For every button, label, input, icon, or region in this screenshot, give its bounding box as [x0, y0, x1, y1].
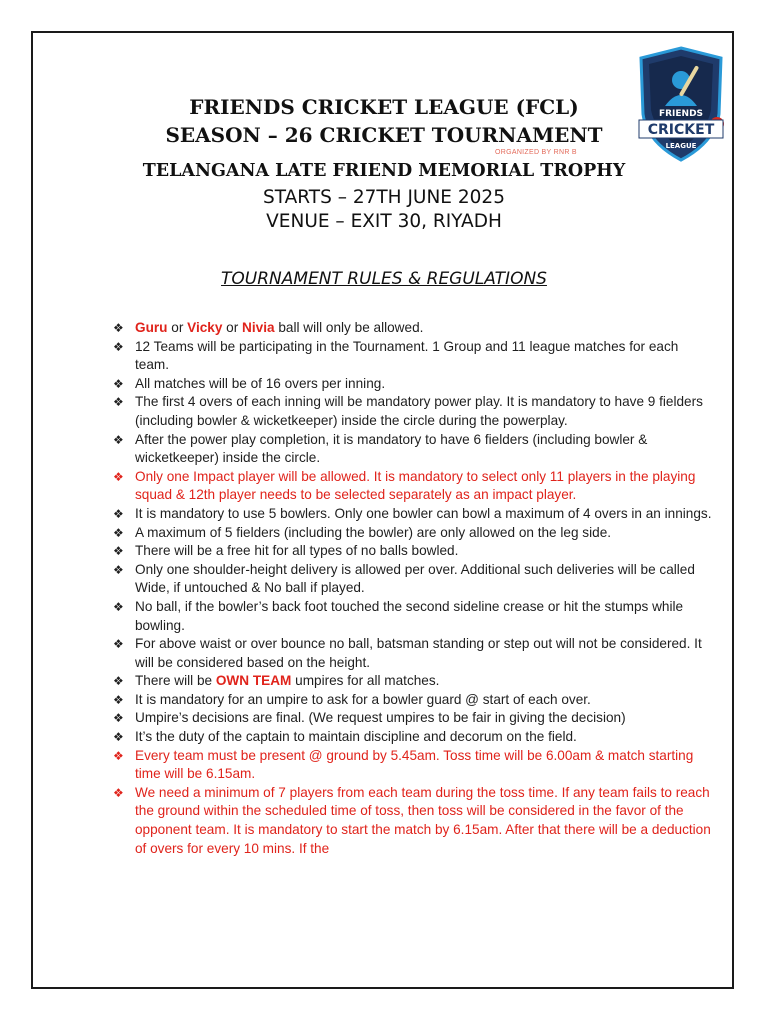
rule-text: There will be [135, 673, 216, 689]
rule-item [113, 709, 713, 728]
rule-text: Every team must be present @ ground by 5.45am. Toss time will be 6.00am & match starting time will be 6.15am. [135, 747, 694, 782]
rule-text: We need a minimum of 7 players from each team during the toss time. If any team fails to reach the ground within the scheduled time of toss, then toss will be considered in the favor of the opponent team. It is mandatory to start the match by 6.15am. After that there will be a deduction of overs for every 10 mins. If the [135, 784, 711, 856]
rule-text: After the power play completion, it is mandatory to have 6 fielders (including bowler & wicketkeeper) inside the circle. [135, 431, 648, 466]
rule-text: It’s the duty of the captain to maintain discipline and decorum on the field. [135, 729, 577, 745]
diamond-bullet-icon: ❖ [113, 599, 124, 614]
logo-bottom-text: LEAGUE [665, 142, 697, 150]
logo-top-text: FRIENDS [658, 109, 704, 119]
diamond-bullet-icon: ❖ [113, 748, 124, 763]
rule-item [113, 505, 713, 524]
diamond-bullet-icon: ❖ [113, 637, 124, 652]
rule-item [113, 635, 713, 672]
diamond-bullet-icon: ❖ [113, 395, 124, 410]
document-page [31, 31, 734, 989]
rule-item [113, 393, 713, 430]
diamond-bullet-icon: ❖ [113, 711, 124, 726]
rule-text: ball will only be allowed. [274, 320, 424, 335]
header-start-date: STARTS – 27TH JUNE 2025 [263, 187, 505, 208]
organizer-text: ORGANIZED BY RNR B [495, 149, 577, 156]
rules-list [113, 319, 713, 858]
rule-text: No ball, if the bowler’s back foot touched the second sideline crease or hit the stumps while bowling. [135, 598, 684, 633]
diamond-bullet-icon: ❖ [113, 674, 124, 689]
rule-text: All matches will be of 16 overs per inning. [135, 375, 386, 391]
diamond-bullet-icon: ❖ [113, 321, 124, 335]
rule-highlight: Nivia [242, 320, 275, 335]
rule-item [113, 542, 713, 561]
rule-highlight: Guru [135, 320, 168, 335]
rule-text: A maximum of 5 fielders (including the bowler) are only allowed on the leg side. [135, 524, 612, 540]
rule-item [113, 319, 713, 338]
header-league-name: FRIENDS CRICKET LEAGUE (FCL) [189, 95, 579, 119]
rule-text: or [222, 320, 243, 335]
rule-text: Only one Impact player will be allowed. It is mandatory to select only 11 players in the playing squad & 12th player needs to be selected separately as an impact player. [135, 468, 696, 503]
header-venue: VENUE – EXIT 30, RIYADH [266, 211, 502, 232]
rule-text: Umpire’s decisions are final. (We request umpires to be fair in giving the decision) [135, 710, 626, 726]
rule-item [113, 524, 713, 543]
diamond-bullet-icon: ❖ [113, 432, 124, 447]
rule-item [113, 468, 713, 505]
rule-item [113, 784, 713, 858]
rule-text: For above waist or over bounce no ball, batsman standing or step out will not be considered. It will be considered based on the height. [135, 636, 702, 670]
rule-item [113, 728, 713, 747]
rules-heading: TOURNAMENT RULES & REGULATIONS [221, 269, 547, 289]
diamond-bullet-icon: ❖ [113, 469, 124, 484]
rule-text: 12 Teams will be participating in the Tournament. 1 Group and 11 league matches for each team. [135, 338, 679, 373]
rule-item [113, 672, 713, 691]
header-trophy: TELANGANA LATE FRIEND MEMORIAL TROPHY [142, 161, 626, 181]
diamond-bullet-icon: ❖ [113, 339, 124, 354]
rule-text: There will be a free hit for all types of no balls bowled. [135, 543, 459, 559]
rule-text: Only one shoulder-height delivery is allowed per over. Additional such deliveries will be called Wide, if untouched & No ball if played. [135, 561, 695, 596]
rule-highlight: OWN TEAM [215, 673, 292, 689]
diamond-bullet-icon: ❖ [113, 506, 124, 521]
rule-item [113, 561, 713, 598]
logo-main-text: CRICKET [647, 122, 715, 138]
rule-item [113, 747, 713, 784]
rule-text: It is mandatory to use 5 bowlers. Only one bowler can bowl a maximum of 4 overs in an innings. [135, 505, 712, 521]
rule-text: or [167, 320, 188, 335]
rule-item [113, 691, 713, 710]
rule-text: umpires for all matches. [291, 673, 440, 689]
header-season: SEASON – 26 CRICKET TOURNAMENT [165, 123, 603, 147]
rule-item [113, 338, 713, 375]
diamond-bullet-icon: ❖ [113, 692, 124, 707]
rule-text: It is mandatory for an umpire to ask for a bowler guard @ start of each over. [135, 691, 591, 707]
rule-item [113, 431, 713, 468]
diamond-bullet-icon: ❖ [113, 562, 124, 577]
diamond-bullet-icon: ❖ [113, 376, 124, 391]
diamond-bullet-icon: ❖ [113, 544, 124, 559]
rule-item [113, 598, 713, 635]
rule-highlight: Vicky [187, 320, 223, 335]
diamond-bullet-icon: ❖ [113, 730, 124, 745]
rule-text: The first 4 overs of each inning will be mandatory power play. It is mandatory to have 9 fielders (including bowler & wicketkeeper) inside the circle during the powerplay. [135, 394, 703, 428]
diamond-bullet-icon: ❖ [113, 785, 124, 800]
diamond-bullet-icon: ❖ [113, 525, 124, 540]
rule-item [113, 375, 713, 394]
